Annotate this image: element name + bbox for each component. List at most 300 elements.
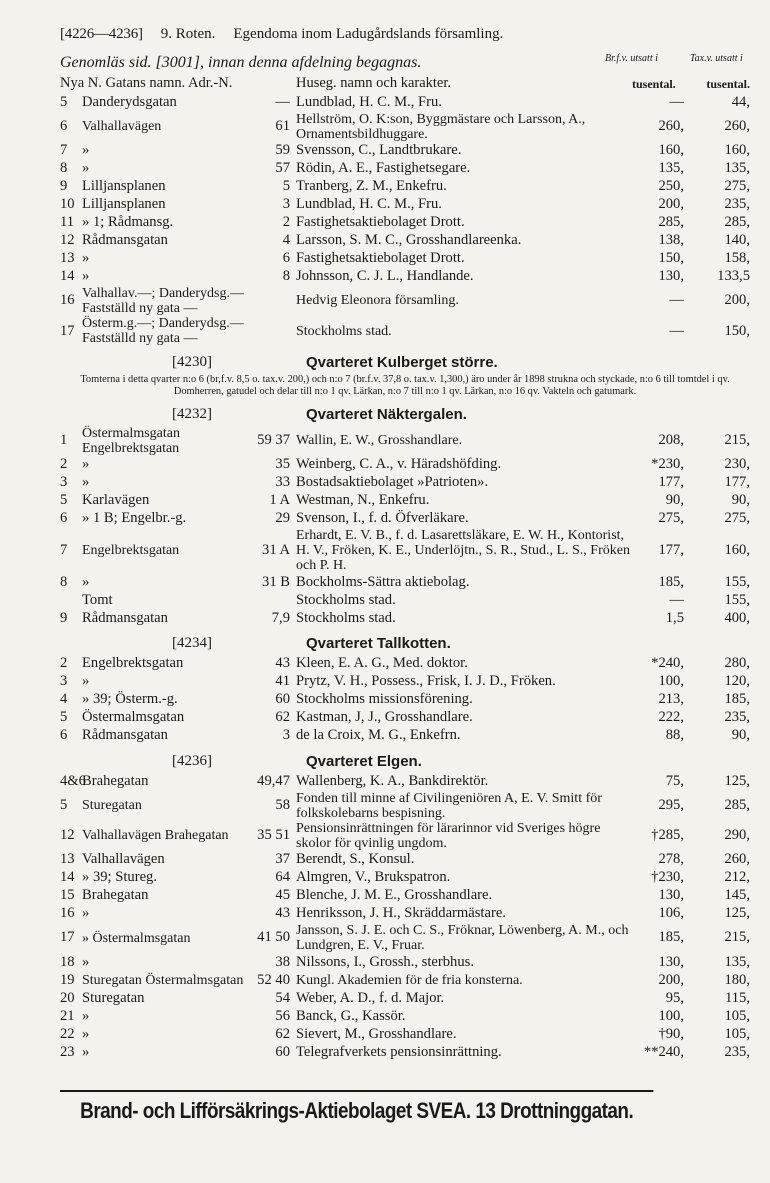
owner-name: Erhardt, E. V. B., f. d. Lasarettsläkare, E. W. H., Kontorist, H. V., Fröken, K. E., Underlöjtn., S. R., Stud., L. S., Fröken och P. H. bbox=[296, 527, 630, 574]
roten-label: 9. Roten. bbox=[160, 26, 216, 42]
table-row bbox=[60, 286, 750, 316]
house-number: 43 bbox=[275, 905, 290, 922]
street-name: » bbox=[82, 142, 90, 159]
section-4232 bbox=[60, 406, 750, 424]
table-row bbox=[60, 591, 750, 609]
table-row bbox=[60, 821, 750, 851]
tax-value: 115, bbox=[725, 989, 750, 1006]
row-number: 4&6 bbox=[60, 772, 86, 789]
house-number: 35 bbox=[275, 456, 290, 473]
house-number: 43 bbox=[275, 655, 290, 672]
owner-name: Stockholms stad. bbox=[296, 609, 396, 626]
street-name: Lilljansplanen bbox=[82, 196, 166, 213]
owner-name: Hellström, O. K:son, Byggmästare och Larsson, A., Ornamentsbildhuggare. bbox=[296, 111, 586, 142]
fire-insurance-value: 75, bbox=[665, 772, 684, 789]
row-number: 16 bbox=[60, 905, 75, 922]
owner-name: Hedvig Eleonora församling. bbox=[296, 293, 459, 309]
owner-name: Fastighetsaktiebolaget Drott. bbox=[296, 250, 465, 267]
section-4230 bbox=[60, 354, 750, 372]
section-name: Qvarteret Näktergalen. bbox=[306, 405, 467, 423]
house-number: 5 bbox=[282, 178, 290, 195]
owner-name: Wallin, E. W., Grosshandlare. bbox=[296, 433, 463, 449]
fire-insurance-value: 295, bbox=[658, 797, 684, 814]
row-number: 13 bbox=[60, 250, 75, 267]
house-number: 6 bbox=[282, 250, 290, 267]
street-name: » bbox=[82, 573, 90, 590]
fire-insurance-value: 208, bbox=[658, 432, 684, 449]
fire-insurance-value: †285, bbox=[651, 827, 684, 844]
fire-insurance-value: 250, bbox=[658, 178, 684, 195]
street-name: Sturegatan bbox=[82, 798, 142, 814]
fire-insurance-value: 200, bbox=[658, 196, 684, 213]
street-name: » 39; Stureg. bbox=[82, 869, 157, 886]
owner-name: de la Croix, M. G., Enkefrn. bbox=[296, 727, 461, 744]
street-name: Sturegatan bbox=[82, 989, 145, 1006]
tax-value: 140, bbox=[724, 232, 750, 249]
fire-insurance-value: 130, bbox=[658, 953, 684, 970]
tax-value: 160, bbox=[724, 142, 750, 159]
street-name: Rådmansgatan bbox=[82, 609, 168, 626]
tax-value: 177, bbox=[724, 474, 750, 491]
street-name: Valhallav.—; Danderydsg.— Fastställd ny gata — bbox=[82, 285, 244, 316]
house-number: 59 bbox=[275, 142, 290, 159]
owner-name: Berendt, S., Konsul. bbox=[296, 851, 415, 868]
table-row bbox=[60, 989, 750, 1007]
owner-name: Stockholms stad. bbox=[296, 323, 392, 339]
table-row bbox=[60, 791, 750, 821]
section-code: [4236] bbox=[172, 752, 212, 769]
tax-value: 215, bbox=[724, 432, 750, 449]
col-unit-1: tusental. bbox=[632, 76, 676, 91]
street-name: Lilljansplanen bbox=[82, 178, 166, 195]
street-name: Österm.g.—; Danderydsg.— Fastställd ny gata — bbox=[82, 316, 244, 347]
owner-name: Larsson, S. M. C., Grosshandlareenka. bbox=[296, 232, 522, 249]
owner-name: Svensson, C., Landtbrukare. bbox=[296, 142, 462, 159]
tax-value: 290, bbox=[724, 827, 750, 844]
row-number: 7 bbox=[60, 541, 68, 558]
fire-insurance-value: 185, bbox=[658, 573, 684, 590]
section-4236 bbox=[60, 753, 750, 771]
house-number: 7,9 bbox=[271, 609, 290, 626]
tax-value: 155, bbox=[724, 591, 750, 608]
fire-insurance-value: 278, bbox=[658, 851, 684, 868]
tax-value: 180, bbox=[724, 971, 750, 988]
section-code: [4232] bbox=[172, 405, 212, 422]
row-number: 14 bbox=[60, 268, 75, 285]
tax-value: 125, bbox=[724, 772, 750, 789]
tax-value: 285, bbox=[724, 797, 750, 814]
owner-name: Westman, N., Enkefru. bbox=[296, 492, 430, 509]
instruction-note bbox=[60, 54, 750, 73]
tax-value: 133,5 bbox=[717, 268, 750, 285]
table-row bbox=[60, 851, 750, 869]
owner-name: Rödin, A. E., Fastighetsegare. bbox=[296, 160, 471, 177]
fire-insurance-value: 213, bbox=[658, 691, 684, 708]
rows-nakttergalen bbox=[60, 426, 750, 628]
owner-name: Henriksson, J. H., Skräddarmästare. bbox=[296, 905, 506, 922]
tax-value: 150, bbox=[724, 322, 750, 339]
col-head-brandforsakring: Br.f.v. utsatt i bbox=[605, 52, 658, 64]
row-number: 5 bbox=[60, 94, 68, 111]
tax-value: 135, bbox=[724, 160, 750, 177]
tax-value: 125, bbox=[724, 905, 750, 922]
table-row bbox=[60, 869, 750, 887]
fire-insurance-value: 130, bbox=[658, 268, 684, 285]
owner-name: Fastighetsaktiebolaget Drott. bbox=[296, 214, 465, 231]
fire-insurance-value: 185, bbox=[658, 929, 684, 946]
row-number: 18 bbox=[60, 953, 75, 970]
street-name: » bbox=[82, 250, 90, 267]
fire-insurance-value: 1,5 bbox=[665, 609, 684, 626]
tax-value: 90, bbox=[731, 492, 750, 509]
table-row bbox=[60, 94, 750, 112]
house-number: 31 A bbox=[262, 541, 290, 558]
house-number: 29 bbox=[275, 510, 290, 527]
street-name: Engelbrektsgatan bbox=[82, 655, 184, 672]
fire-insurance-value: 222, bbox=[658, 709, 684, 726]
table-row bbox=[60, 268, 750, 286]
page bbox=[60, 26, 750, 1061]
fire-insurance-value: 285, bbox=[658, 214, 684, 231]
tax-value: 260, bbox=[724, 118, 750, 135]
fire-insurance-value: 130, bbox=[658, 887, 684, 904]
row-number: 9 bbox=[60, 178, 68, 195]
street-name: Valhallavägen Brahegatan bbox=[82, 828, 229, 844]
owner-name: Sievert, M., Grosshandlare. bbox=[296, 1025, 457, 1042]
tax-value: 135, bbox=[724, 953, 750, 970]
street-name: Danderydsgatan bbox=[82, 94, 177, 111]
table-row bbox=[60, 250, 750, 268]
house-number: 8 bbox=[282, 268, 290, 285]
street-name: Valhallavägen bbox=[82, 119, 162, 135]
row-number: 6 bbox=[60, 727, 68, 744]
fire-insurance-value: — bbox=[669, 322, 684, 339]
street-name: » Östermalmsgatan bbox=[82, 930, 191, 946]
tax-value: 44, bbox=[731, 94, 750, 111]
owner-name: Kleen, E. A. G., Med. doktor. bbox=[296, 655, 468, 672]
col-owner: Huseg. namn och karakter. bbox=[296, 74, 452, 91]
owner-name: Tranberg, Z. M., Enkefru. bbox=[296, 178, 447, 195]
row-number: 5 bbox=[60, 492, 68, 509]
house-number: 41 50 bbox=[257, 929, 290, 946]
tax-value: 280, bbox=[724, 655, 750, 672]
tax-value: 400, bbox=[724, 609, 750, 626]
col-units bbox=[632, 75, 750, 92]
house-number: 61 bbox=[275, 118, 290, 135]
row-number: 1 bbox=[60, 432, 68, 449]
street-name: » bbox=[82, 456, 90, 473]
fire-insurance-value: — bbox=[669, 591, 684, 608]
tax-value: 235, bbox=[724, 1043, 750, 1060]
street-name: » bbox=[82, 673, 90, 690]
rows-tallkotten bbox=[60, 655, 750, 745]
tax-value: 260, bbox=[724, 851, 750, 868]
owner-name: Telegrafverkets pensionsinrättning. bbox=[296, 1043, 502, 1060]
owner-name: Prytz, V. H., Possess., Frisk, I. J. D., Fröken. bbox=[296, 673, 556, 690]
fire-insurance-value: 160, bbox=[658, 142, 684, 159]
fire-insurance-value: †230, bbox=[651, 869, 684, 886]
street-name: » bbox=[82, 1043, 90, 1060]
fire-insurance-value: 100, bbox=[658, 1007, 684, 1024]
street-name: » bbox=[82, 474, 90, 491]
owner-name: Bostadsaktiebolaget »Patrioten». bbox=[296, 474, 489, 491]
instruction-text: Genomläs sid. [3001], innan denna afdelning begagnas. bbox=[60, 53, 422, 71]
owner-name: Almgren, V., Brukspatron. bbox=[296, 869, 451, 886]
table-row bbox=[60, 160, 750, 178]
page-range: [4226—4236] bbox=[60, 26, 143, 42]
fire-insurance-value: 275, bbox=[658, 510, 684, 527]
house-number: 64 bbox=[275, 869, 290, 886]
row-number: 16 bbox=[60, 292, 75, 309]
owner-name: Banck, G., Kassör. bbox=[296, 1007, 406, 1024]
tax-value: 105, bbox=[724, 1007, 750, 1024]
fire-insurance-value: 90, bbox=[665, 492, 684, 509]
street-name: Östermalmsgatan Engelbrektsgatan bbox=[82, 425, 180, 456]
street-name: Karlavägen bbox=[82, 492, 150, 509]
table-row bbox=[60, 1007, 750, 1025]
owner-name: Svenson, I., f. d. Öfverläkare. bbox=[296, 510, 469, 527]
col-head-taxering: Tax.v. utsatt i bbox=[690, 52, 743, 64]
street-name: » 1; Rådmansg. bbox=[82, 214, 174, 231]
house-number: 62 bbox=[275, 1025, 290, 1042]
table-row bbox=[60, 971, 750, 989]
row-number: 20 bbox=[60, 989, 75, 1006]
fire-insurance-value: 138, bbox=[658, 232, 684, 249]
advertisement-banner: Brand- och Lifförsäkrings-Aktiebolaget SVEA. 13 Drottninggatan. bbox=[60, 1090, 653, 1124]
section-name: Qvarteret Tallkotten. bbox=[306, 635, 451, 653]
page-title: Egendoma inom Ladugårdslands församling. bbox=[233, 26, 504, 42]
row-number: 3 bbox=[60, 474, 68, 491]
house-number: 57 bbox=[275, 160, 290, 177]
row-number: 6 bbox=[60, 510, 68, 527]
fire-insurance-value: 95, bbox=[665, 989, 684, 1006]
table-row bbox=[60, 573, 750, 591]
house-number: 58 bbox=[275, 797, 290, 814]
house-number: 38 bbox=[275, 953, 290, 970]
street-name: » 39; Österm.-g. bbox=[82, 691, 178, 708]
row-number: 10 bbox=[60, 196, 75, 213]
table-row bbox=[60, 773, 750, 791]
owner-name: Wallenberg, K. A., Bankdirektör. bbox=[296, 772, 489, 789]
row-number: 3 bbox=[60, 673, 68, 690]
row-number: 2 bbox=[60, 655, 68, 672]
tax-value: 158, bbox=[724, 250, 750, 267]
house-number: 31 B bbox=[262, 573, 290, 590]
fire-insurance-value: 100, bbox=[658, 673, 684, 690]
tax-value: 215, bbox=[724, 929, 750, 946]
fire-insurance-value: *240, bbox=[651, 655, 684, 672]
owner-name: Weinberg, C. A., v. Häradshöfding. bbox=[296, 456, 502, 473]
owner-name: Johnsson, C. J. L., Handlande. bbox=[296, 268, 474, 285]
house-number: 49,47 bbox=[257, 772, 290, 789]
row-number: 8 bbox=[60, 160, 68, 177]
fire-insurance-value: **240, bbox=[643, 1043, 684, 1060]
house-number: 3 bbox=[282, 196, 290, 213]
section-name: Qvarteret Elgen. bbox=[306, 752, 422, 770]
table-row bbox=[60, 474, 750, 492]
tax-value: 230, bbox=[724, 456, 750, 473]
tax-value: 235, bbox=[724, 196, 750, 213]
house-number: 2 bbox=[282, 214, 290, 231]
fire-insurance-value: 177, bbox=[658, 474, 684, 491]
house-number: 60 bbox=[275, 1043, 290, 1060]
house-number: 4 bbox=[282, 232, 290, 249]
fire-insurance-value: — bbox=[669, 94, 684, 111]
table-row bbox=[60, 1025, 750, 1043]
table-row bbox=[60, 112, 750, 142]
tax-value: 212, bbox=[724, 869, 750, 886]
table-row bbox=[60, 510, 750, 528]
street-name: » 1 B; Engelbr.-g. bbox=[82, 510, 187, 527]
house-number: 33 bbox=[275, 474, 290, 491]
section-note: Tomterna i detta qvarter n:o 6 (br,f.v. 8,5 o. tax.v. 200,) och n:o 7 (br.f.v. 37,8 o. tax.v. 1,300,) äro under år 1898 strukna och styckade, n:o 6 till tomtdel i qv. Domherren, gatudel och delar till n:o 1 qv. Lärkan, n:o 7 till n:o 1 qv. Lärkan, n:o 16 qv. Vakteln och gatumark. bbox=[80, 374, 730, 397]
row-number: 17 bbox=[60, 929, 75, 946]
street-name: Valhallavägen bbox=[82, 851, 165, 868]
owner-name: Stockholms missionsförening. bbox=[296, 691, 473, 708]
row-number: 5 bbox=[60, 709, 68, 726]
table-row bbox=[60, 196, 750, 214]
owner-name: Lundblad, H. C. M., Fru. bbox=[296, 196, 442, 213]
owner-name: Weber, A. D., f. d. Major. bbox=[296, 989, 445, 1006]
section-4234 bbox=[60, 635, 750, 653]
table-row bbox=[60, 1043, 750, 1061]
house-number: 56 bbox=[275, 1007, 290, 1024]
street-name: » bbox=[82, 953, 90, 970]
street-name: Brahegatan bbox=[82, 772, 149, 789]
house-number: 41 bbox=[275, 673, 290, 690]
fire-insurance-value: 200, bbox=[658, 971, 684, 988]
fire-insurance-value: 260, bbox=[658, 118, 684, 135]
house-number: 1 A bbox=[269, 492, 290, 509]
row-number: 23 bbox=[60, 1043, 75, 1060]
house-number: 35 51 bbox=[257, 827, 290, 844]
table-row bbox=[60, 492, 750, 510]
fire-insurance-value: 106, bbox=[658, 905, 684, 922]
tax-value: 145, bbox=[724, 887, 750, 904]
house-number: — bbox=[275, 94, 290, 111]
table-row bbox=[60, 905, 750, 923]
row-number: 8 bbox=[60, 573, 68, 590]
row-number: 11 bbox=[60, 214, 75, 231]
street-name: » bbox=[82, 1025, 90, 1042]
row-number: 13 bbox=[60, 851, 75, 868]
table-row bbox=[60, 887, 750, 905]
page-header bbox=[60, 26, 750, 44]
row-number: 4 bbox=[60, 691, 68, 708]
fire-insurance-value: †90, bbox=[658, 1025, 684, 1042]
owner-name: Stockholms stad. bbox=[296, 591, 396, 608]
row-number: 6 bbox=[60, 118, 68, 135]
col-unit-2: tusental. bbox=[706, 76, 750, 91]
fire-insurance-value: 135, bbox=[658, 160, 684, 177]
fire-insurance-value: 150, bbox=[658, 250, 684, 267]
fire-insurance-value: — bbox=[669, 292, 684, 309]
row-number: 12 bbox=[60, 827, 75, 844]
owner-name: Kastman, J, J., Grosshandlare. bbox=[296, 709, 473, 726]
tax-value: 160, bbox=[724, 541, 750, 558]
street-name: Östermalmsgatan bbox=[82, 709, 185, 726]
table-row bbox=[60, 426, 750, 456]
house-number: 59 37 bbox=[257, 432, 290, 449]
house-number: 60 bbox=[275, 691, 290, 708]
tax-value: 120, bbox=[724, 673, 750, 690]
owner-name: Nilssons, I., Grossh., sterbhus. bbox=[296, 953, 474, 970]
table-row bbox=[60, 456, 750, 474]
owner-name: Fonden till minne af Civilingeniören A, E. V. Smitt för folkskolebarns bespisning. bbox=[296, 790, 602, 821]
owner-name: Blenche, J. M. E., Grosshandlare. bbox=[296, 887, 493, 904]
street-name: » bbox=[82, 1007, 90, 1024]
owner-name: Lundblad, H. C. M., Fru. bbox=[296, 94, 442, 111]
table-row bbox=[60, 214, 750, 232]
house-number: 3 bbox=[282, 727, 290, 744]
row-number: 17 bbox=[60, 322, 75, 339]
row-number: 2 bbox=[60, 456, 68, 473]
tax-value: 235, bbox=[724, 709, 750, 726]
table-row bbox=[60, 691, 750, 709]
house-number: 45 bbox=[275, 887, 290, 904]
street-name: Sturegatan Östermalmsgatan bbox=[82, 972, 244, 988]
table-row bbox=[60, 609, 750, 627]
fire-insurance-value: *230, bbox=[651, 456, 684, 473]
table-row bbox=[60, 673, 750, 691]
tax-value: 200, bbox=[724, 292, 750, 309]
rows-kvarter-a bbox=[60, 94, 750, 347]
table-row bbox=[60, 178, 750, 196]
row-number: 5 bbox=[60, 797, 68, 814]
col-street: Nya N. Gatans namn. Adr.-N. bbox=[60, 74, 233, 91]
row-number: 22 bbox=[60, 1025, 75, 1042]
fire-insurance-value: 177, bbox=[658, 541, 684, 558]
street-name: » bbox=[82, 905, 90, 922]
owner-name: Pensionsinrättningen för lärarinnor vid Sveriges högre skolor för qvinlig ungdom. bbox=[296, 820, 601, 851]
tax-value: 275, bbox=[724, 178, 750, 195]
fire-insurance-value: 88, bbox=[665, 727, 684, 744]
row-number: 7 bbox=[60, 142, 68, 159]
street-name: » bbox=[82, 160, 90, 177]
owner-name: Jansson, S. J. E. och C. S., Fröknar, Löwenberg, A. M., och Lundgren, E. V., Fruar. bbox=[296, 922, 629, 954]
street-name: Brahegatan bbox=[82, 887, 149, 904]
table-row bbox=[60, 923, 750, 953]
house-number: 37 bbox=[275, 851, 290, 868]
street-name: Rådmansgatan bbox=[82, 232, 168, 249]
tax-value: 275, bbox=[724, 510, 750, 527]
table-row bbox=[60, 232, 750, 250]
row-number: 19 bbox=[60, 971, 75, 988]
row-number: 15 bbox=[60, 887, 75, 904]
rows-elgen bbox=[60, 773, 750, 1062]
column-names bbox=[60, 75, 750, 92]
section-name: Qvarteret Kulberget större. bbox=[306, 354, 498, 372]
table-row bbox=[60, 528, 750, 573]
table-row bbox=[60, 655, 750, 673]
tax-value: 185, bbox=[724, 691, 750, 708]
section-code: [4230] bbox=[172, 354, 212, 371]
street-name: Rådmansgatan bbox=[82, 727, 168, 744]
table-row bbox=[60, 316, 750, 346]
row-number: 14 bbox=[60, 869, 75, 886]
tax-value: 90, bbox=[731, 727, 750, 744]
section-code: [4234] bbox=[172, 635, 212, 652]
row-number: 12 bbox=[60, 232, 75, 249]
table-row bbox=[60, 709, 750, 727]
owner-name: Kungl. Akademien för de fria konsterna. bbox=[296, 972, 523, 988]
house-number: 62 bbox=[275, 709, 290, 726]
owner-name: Bockholms-Sättra aktiebolag. bbox=[296, 573, 470, 590]
street-name: » bbox=[82, 268, 90, 285]
table-row bbox=[60, 953, 750, 971]
house-number: 52 40 bbox=[257, 971, 290, 988]
tax-value: 155, bbox=[724, 573, 750, 590]
